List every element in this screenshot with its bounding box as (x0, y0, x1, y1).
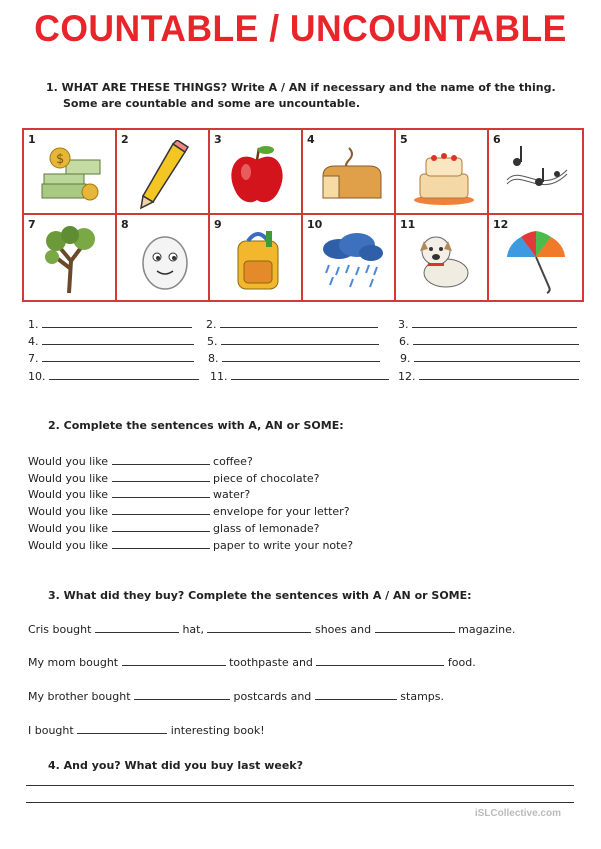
picture-cell-12 (489, 215, 582, 300)
ex3-sentence-3: My brother bought postcards and stamps. (28, 690, 445, 703)
writing-line-2[interactable] (26, 802, 574, 803)
cell-number: 2 (121, 133, 129, 146)
backpack-icon (222, 225, 292, 295)
ex2-sentence-6: Would you like paper to write your note? (28, 539, 354, 552)
answer-blank[interactable] (375, 623, 455, 633)
ex3-sentence-4: I bought interesting book! (28, 724, 265, 737)
egg-icon (129, 225, 199, 295)
answer-line-3[interactable]: 3. (398, 318, 577, 331)
exercise-1-line-1: 1. WHAT ARE THESE THINGS? Write A / AN if necessary and the name of the thing. (46, 81, 556, 94)
answer-line-2[interactable]: 2. (206, 318, 378, 331)
answer-blank[interactable] (112, 455, 210, 465)
picture-cell-11 (396, 215, 489, 300)
dog-icon (408, 225, 478, 295)
answer-blank[interactable] (112, 505, 210, 515)
cell-number: 10 (307, 218, 323, 231)
tree-icon (36, 225, 106, 295)
ex2-sentence-1: Would you like coffee? (28, 455, 253, 468)
exercise-3-heading: 3. What did they buy? Complete the sentences with A / AN or SOME: (48, 589, 472, 602)
answer-blank[interactable] (95, 623, 179, 633)
exercise-2-heading: 2. Complete the sentences with A, AN or SOME: (48, 419, 344, 432)
cell-number: 4 (307, 133, 315, 146)
cake-icon (408, 140, 478, 210)
cell-number: 12 (493, 218, 509, 231)
picture-cell-3 (210, 130, 303, 215)
answer-line-4[interactable]: 4. (28, 335, 194, 348)
cell-number: 6 (493, 133, 501, 146)
answer-blank[interactable] (77, 724, 167, 734)
answer-blank[interactable] (112, 539, 210, 549)
cell-number: 7 (28, 218, 36, 231)
ex2-sentence-5: Would you like glass of lemonade? (28, 522, 320, 535)
cell-number: 1 (28, 133, 36, 146)
picture-cell-4 (303, 130, 396, 215)
cell-number: 9 (214, 218, 222, 231)
answer-line-11[interactable]: 11. (210, 370, 389, 383)
exercise-1-instruction (46, 80, 556, 112)
answer-line-9[interactable]: 9. (400, 352, 580, 365)
answer-blank[interactable] (315, 690, 397, 700)
money-icon (36, 140, 106, 210)
answer-line-1[interactable]: 1. (28, 318, 192, 331)
answer-line-10[interactable]: 10. (28, 370, 199, 383)
answer-blank[interactable] (207, 623, 311, 633)
answer-blank[interactable] (112, 488, 210, 498)
ex3-sentence-2: My mom bought toothpaste and food. (28, 656, 476, 669)
cell-number: 3 (214, 133, 222, 146)
exercise-1-line-2: Some are countable and some are uncountable. (63, 97, 361, 110)
ex2-sentence-3: Would you like water? (28, 488, 251, 501)
page-title: COUNTABLE / UNCOUNTABLE (34, 8, 567, 49)
rain-cloud-icon (315, 225, 385, 295)
answer-blank[interactable] (122, 656, 226, 666)
answer-blank[interactable] (134, 690, 230, 700)
picture-cell-9 (210, 215, 303, 300)
answer-line-8[interactable]: 8. (208, 352, 380, 365)
picture-grid (22, 128, 584, 302)
answer-blank[interactable] (112, 472, 210, 482)
svg-text:$: $ (56, 152, 65, 167)
ex2-sentence-2: Would you like piece of chocolate? (28, 472, 320, 485)
music-notes-icon (501, 140, 571, 210)
cell-number: 11 (400, 218, 416, 231)
bread-icon (315, 140, 385, 210)
watermark: iSLCollective.com (474, 808, 561, 819)
writing-line-1[interactable] (26, 785, 574, 786)
picture-cell-2 (117, 130, 210, 215)
picture-cell-5 (396, 130, 489, 215)
answer-line-12[interactable]: 12. (398, 370, 579, 383)
umbrella-icon (501, 225, 571, 295)
picture-cell-6 (489, 130, 582, 215)
pencil-icon (129, 140, 199, 210)
answer-blank[interactable] (112, 522, 210, 532)
picture-cell-1 (24, 130, 117, 215)
answer-line-6[interactable]: 6. (399, 335, 579, 348)
picture-cell-10 (303, 215, 396, 300)
ex3-sentence-1: Cris bought hat, shoes and magazine. (28, 623, 516, 636)
answer-line-5[interactable]: 5. (207, 335, 379, 348)
apple-icon (222, 140, 292, 210)
exercise-4-heading: 4. And you? What did you buy last week? (48, 759, 304, 772)
cell-number: 5 (400, 133, 408, 146)
answer-blank[interactable] (316, 656, 444, 666)
ex2-sentence-4: Would you like envelope for your letter? (28, 505, 350, 518)
picture-cell-7 (24, 215, 117, 300)
picture-cell-8 (117, 215, 210, 300)
cell-number: 8 (121, 218, 129, 231)
answer-line-7[interactable]: 7. (28, 352, 194, 365)
